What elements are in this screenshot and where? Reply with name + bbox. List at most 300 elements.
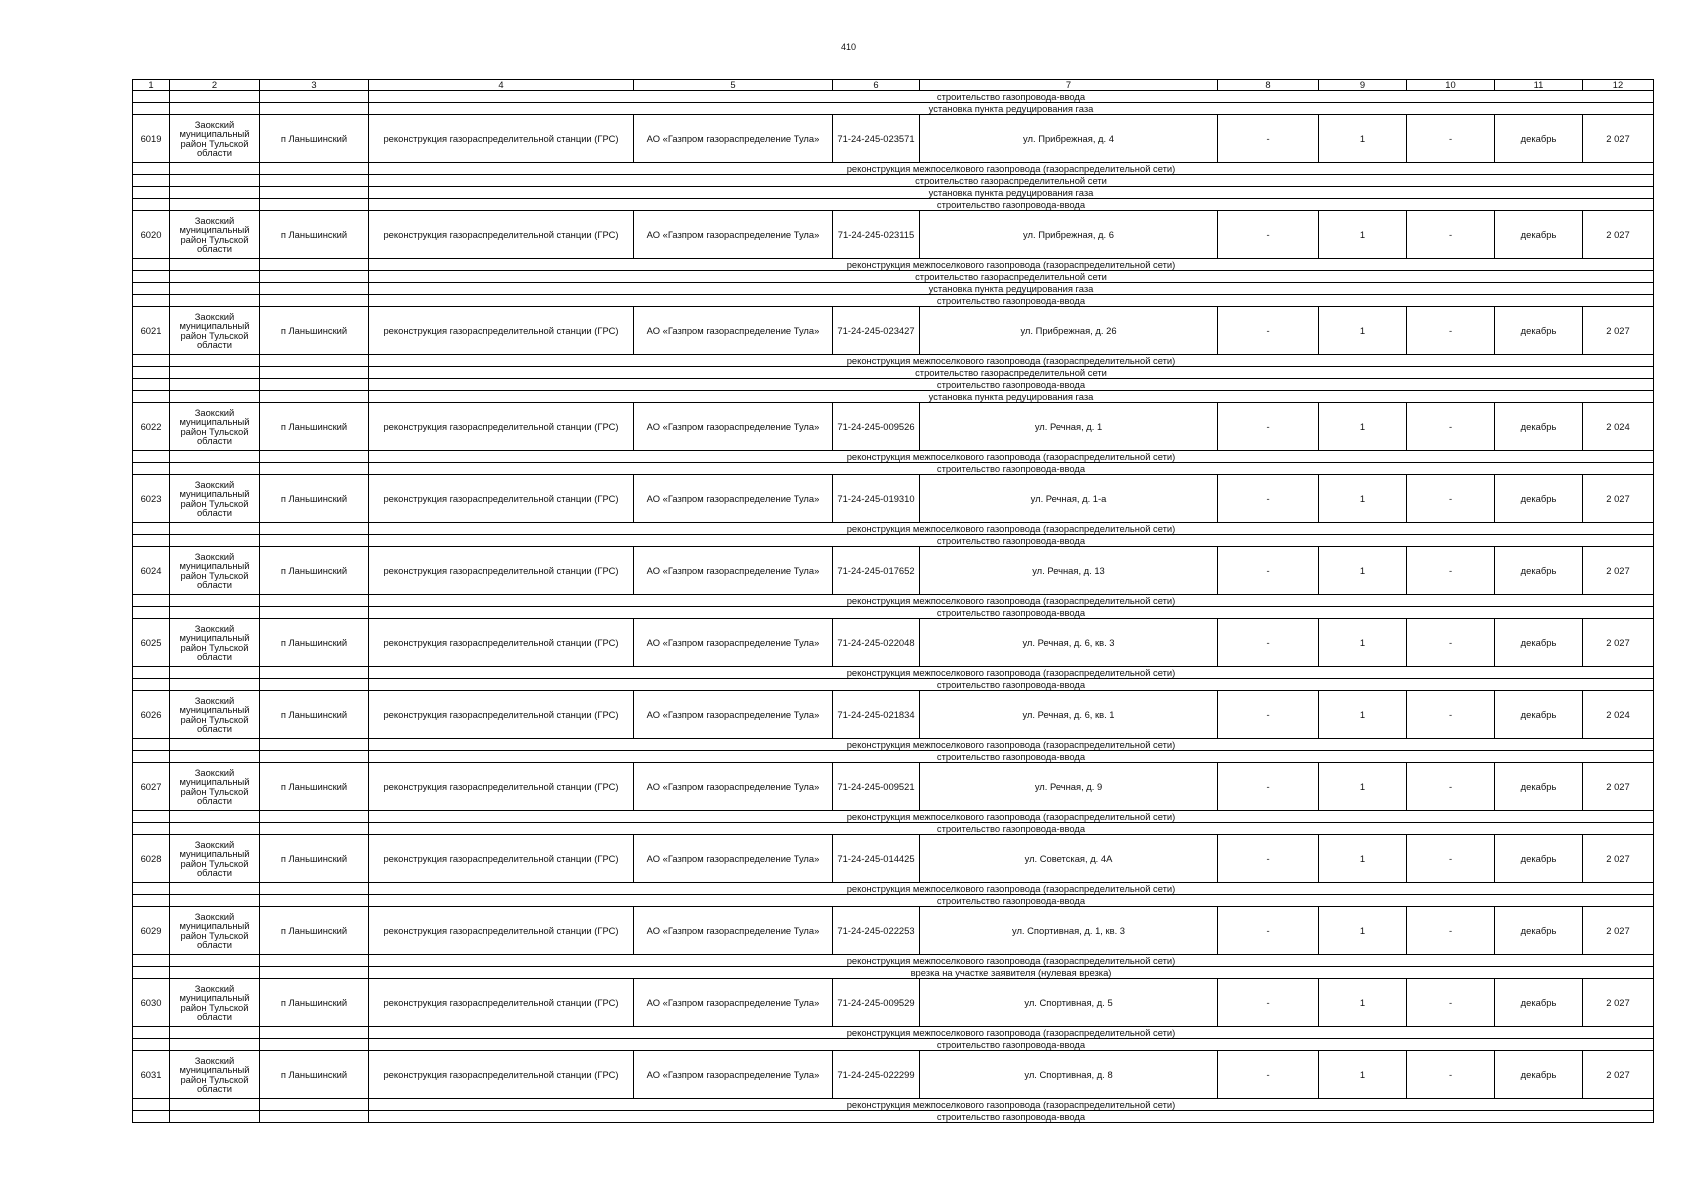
table-row [133,115,1654,163]
record-number: 6030 [133,979,170,1027]
col10-cell: - [1407,619,1495,667]
work-cell: реконструкция газораспределительной станции (ГРС) [369,763,634,811]
district-cell: Заокский муниципальный район Тульской области [170,403,260,451]
work-type-cell: строительство газопровода-ввода [369,379,1654,391]
address-cell: ул. Спортивная, д. 1, кв. 3 [920,907,1218,955]
organization-cell: АО «Газпром газораспределение Тула» [634,403,833,451]
empty-cell [260,523,369,535]
year-cell: 2 024 [1583,403,1654,451]
work-type-cell: строительство газопровода-ввода [369,895,1654,907]
empty-cell [133,271,170,283]
locality-cell: п Ланьшинский [260,475,369,523]
empty-cell [170,667,260,679]
work-type-cell: врезка на участке заявителя (нулевая врезка) [369,967,1654,979]
district-cell: Заокский муниципальный район Тульской области [170,547,260,595]
col9-cell: 1 [1319,115,1407,163]
column-header: 1 [133,80,170,91]
code-cell: 71-24-245-009526 [833,403,920,451]
sub-row [133,295,1654,307]
work-type-cell: реконструкция межпоселкового газопровода (газораспределительной сети) [369,259,1654,271]
empty-cell [170,199,260,211]
month-cell: декабрь [1495,835,1583,883]
column-header: 11 [1495,80,1583,91]
empty-cell [133,379,170,391]
work-type-cell: строительство газопровода-ввода [369,823,1654,835]
work-cell: реконструкция газораспределительной станции (ГРС) [369,907,634,955]
sub-row [133,463,1654,475]
empty-cell [260,91,369,103]
work-type-cell: реконструкция межпоселкового газопровода (газораспределительной сети) [369,451,1654,463]
empty-cell [260,175,369,187]
code-cell: 71-24-245-023571 [833,115,920,163]
col10-cell: - [1407,403,1495,451]
year-cell: 2 024 [1583,691,1654,739]
address-cell: ул. Прибрежная, д. 26 [920,307,1218,355]
address-cell: ул. Спортивная, д. 8 [920,1051,1218,1099]
work-type-cell: строительство газопровода-ввода [369,1039,1654,1051]
column-header: 2 [170,80,260,91]
code-cell: 71-24-245-022299 [833,1051,920,1099]
district-cell: Заокский муниципальный район Тульской области [170,1051,260,1099]
column-header: 6 [833,80,920,91]
column-header: 4 [369,80,634,91]
empty-cell [133,391,170,403]
empty-cell [133,367,170,379]
organization-cell: АО «Газпром газораспределение Тула» [634,547,833,595]
col9-cell: 1 [1319,763,1407,811]
work-cell: реконструкция газораспределительной станции (ГРС) [369,691,634,739]
sub-row [133,283,1654,295]
work-type-cell: установка пункта редуцирования газа [369,187,1654,199]
code-cell: 71-24-245-009529 [833,979,920,1027]
empty-cell [133,259,170,271]
empty-cell [260,163,369,175]
work-type-cell: реконструкция межпоселкового газопровода (газораспределительной сети) [369,811,1654,823]
empty-cell [170,379,260,391]
work-cell: реконструкция газораспределительной станции (ГРС) [369,619,634,667]
col10-cell: - [1407,907,1495,955]
year-cell: 2 027 [1583,907,1654,955]
code-cell: 71-24-245-023115 [833,211,920,259]
work-type-cell: установка пункта редуцирования газа [369,103,1654,115]
table-row [133,547,1654,595]
empty-cell [133,811,170,823]
sub-row [133,811,1654,823]
empty-cell [260,463,369,475]
empty-cell [170,739,260,751]
code-cell: 71-24-245-022048 [833,619,920,667]
work-cell: реконструкция газораспределительной станции (ГРС) [369,475,634,523]
empty-cell [170,391,260,403]
col8-cell: - [1218,619,1319,667]
code-cell: 71-24-245-017652 [833,547,920,595]
work-cell: реконструкция газораспределительной станции (ГРС) [369,307,634,355]
col9-cell: 1 [1319,1051,1407,1099]
empty-cell [170,535,260,547]
sub-row [133,175,1654,187]
year-cell: 2 027 [1583,979,1654,1027]
organization-cell: АО «Газпром газораспределение Тула» [634,211,833,259]
col8-cell: - [1218,835,1319,883]
table-row [133,307,1654,355]
empty-cell [133,607,170,619]
empty-cell [260,103,369,115]
empty-cell [170,1099,260,1111]
record-number: 6027 [133,763,170,811]
empty-cell [260,883,369,895]
work-type-cell: реконструкция межпоселкового газопровода (газораспределительной сети) [369,955,1654,967]
col9-cell: 1 [1319,547,1407,595]
empty-cell [170,355,260,367]
col9-cell: 1 [1319,211,1407,259]
sub-row [133,1111,1654,1123]
empty-cell [260,1111,369,1123]
empty-cell [170,967,260,979]
header-row [133,80,1654,91]
code-cell: 71-24-245-009521 [833,763,920,811]
col9-cell: 1 [1319,475,1407,523]
empty-cell [133,91,170,103]
work-type-cell: строительство газопровода-ввода [369,751,1654,763]
district-cell: Заокский муниципальный район Тульской области [170,619,260,667]
month-cell: декабрь [1495,979,1583,1027]
table-row [133,1051,1654,1099]
empty-cell [170,1027,260,1039]
organization-cell: АО «Газпром газораспределение Тула» [634,307,833,355]
work-type-cell: строительство газопровода-ввода [369,1111,1654,1123]
address-cell: ул. Речная, д. 9 [920,763,1218,811]
address-cell: ул. Речная, д. 6, кв. 3 [920,619,1218,667]
record-number: 6021 [133,307,170,355]
empty-cell [170,751,260,763]
gasification-table [132,79,1654,1123]
sub-row [133,1099,1654,1111]
year-cell: 2 027 [1583,115,1654,163]
col10-cell: - [1407,115,1495,163]
empty-cell [170,187,260,199]
district-cell: Заокский муниципальный район Тульской области [170,691,260,739]
record-number: 6028 [133,835,170,883]
sub-row [133,607,1654,619]
work-cell: реконструкция газораспределительной станции (ГРС) [369,979,634,1027]
record-number: 6024 [133,547,170,595]
work-type-cell: установка пункта редуцирования газа [369,391,1654,403]
col8-cell: - [1218,403,1319,451]
empty-cell [260,895,369,907]
col8-cell: - [1218,907,1319,955]
address-cell: ул. Речная, д. 13 [920,547,1218,595]
empty-cell [133,679,170,691]
year-cell: 2 027 [1583,619,1654,667]
year-cell: 2 027 [1583,763,1654,811]
address-cell: ул. Речная, д. 1-а [920,475,1218,523]
work-type-cell: реконструкция межпоселкового газопровода (газораспределительной сети) [369,1099,1654,1111]
locality-cell: п Ланьшинский [260,763,369,811]
work-type-cell: реконструкция межпоселкового газопровода (газораспределительной сети) [369,163,1654,175]
empty-cell [170,295,260,307]
work-type-cell: строительство газопровода-ввода [369,535,1654,547]
locality-cell: п Ланьшинский [260,619,369,667]
address-cell: ул. Прибрежная, д. 6 [920,211,1218,259]
table-row [133,619,1654,667]
sub-row [133,883,1654,895]
empty-cell [133,175,170,187]
empty-cell [133,955,170,967]
work-type-cell: реконструкция межпоселкового газопровода (газораспределительной сети) [369,1027,1654,1039]
work-type-cell: реконструкция межпоселкового газопровода (газораспределительной сети) [369,739,1654,751]
col8-cell: - [1218,115,1319,163]
district-cell: Заокский муниципальный район Тульской области [170,835,260,883]
locality-cell: п Ланьшинский [260,1051,369,1099]
record-number: 6022 [133,403,170,451]
locality-cell: п Ланьшинский [260,907,369,955]
empty-cell [260,283,369,295]
table-row [133,835,1654,883]
empty-cell [133,895,170,907]
column-header: 5 [634,80,833,91]
empty-cell [170,1039,260,1051]
empty-cell [170,103,260,115]
empty-cell [170,367,260,379]
record-number: 6025 [133,619,170,667]
empty-cell [170,811,260,823]
work-type-cell: строительство газораспределительной сети [369,367,1654,379]
year-cell: 2 027 [1583,547,1654,595]
col10-cell: - [1407,979,1495,1027]
organization-cell: АО «Газпром газораспределение Тула» [634,835,833,883]
locality-cell: п Ланьшинский [260,211,369,259]
locality-cell: п Ланьшинский [260,835,369,883]
empty-cell [170,451,260,463]
empty-cell [170,823,260,835]
col8-cell: - [1218,763,1319,811]
organization-cell: АО «Газпром газораспределение Тула» [634,619,833,667]
locality-cell: п Ланьшинский [260,547,369,595]
organization-cell: АО «Газпром газораспределение Тула» [634,691,833,739]
col8-cell: - [1218,475,1319,523]
empty-cell [170,283,260,295]
empty-cell [170,883,260,895]
address-cell: ул. Советская, д. 4А [920,835,1218,883]
locality-cell: п Ланьшинский [260,979,369,1027]
empty-cell [170,463,260,475]
empty-cell [133,751,170,763]
record-number: 6026 [133,691,170,739]
col8-cell: - [1218,1051,1319,1099]
sub-row [133,379,1654,391]
empty-cell [170,679,260,691]
work-type-cell: реконструкция межпоселкового газопровода (газораспределительной сети) [369,667,1654,679]
work-type-cell: реконструкция межпоселкового газопровода (газораспределительной сети) [369,595,1654,607]
district-cell: Заокский муниципальный район Тульской области [170,211,260,259]
sub-row [133,751,1654,763]
col10-cell: - [1407,211,1495,259]
month-cell: декабрь [1495,547,1583,595]
table-body [133,80,1654,1123]
empty-cell [170,955,260,967]
record-number: 6031 [133,1051,170,1099]
col10-cell: - [1407,691,1495,739]
col9-cell: 1 [1319,619,1407,667]
code-cell: 71-24-245-014425 [833,835,920,883]
district-cell: Заокский муниципальный район Тульской области [170,115,260,163]
empty-cell [260,1099,369,1111]
empty-cell [133,283,170,295]
empty-cell [260,955,369,967]
sub-row [133,367,1654,379]
column-header: 9 [1319,80,1407,91]
month-cell: декабрь [1495,691,1583,739]
col8-cell: - [1218,211,1319,259]
empty-cell [133,739,170,751]
locality-cell: п Ланьшинский [260,307,369,355]
month-cell: декабрь [1495,307,1583,355]
organization-cell: АО «Газпром газораспределение Тула» [634,907,833,955]
empty-cell [170,271,260,283]
col9-cell: 1 [1319,979,1407,1027]
organization-cell: АО «Газпром газораспределение Тула» [634,979,833,1027]
empty-cell [260,535,369,547]
col10-cell: - [1407,475,1495,523]
sub-row [133,955,1654,967]
month-cell: декабрь [1495,907,1583,955]
column-header: 8 [1218,80,1319,91]
sub-row [133,535,1654,547]
code-cell: 71-24-245-021834 [833,691,920,739]
work-type-cell: строительство газопровода-ввода [369,199,1654,211]
year-cell: 2 027 [1583,307,1654,355]
code-cell: 71-24-245-023427 [833,307,920,355]
col8-cell: - [1218,547,1319,595]
month-cell: декабрь [1495,403,1583,451]
empty-cell [260,295,369,307]
table-row [133,691,1654,739]
page-number: 410 [840,42,857,52]
column-header: 12 [1583,80,1654,91]
work-cell: реконструкция газораспределительной станции (ГРС) [369,211,634,259]
empty-cell [260,271,369,283]
work-type-cell: реконструкция межпоселкового газопровода (газораспределительной сети) [369,523,1654,535]
empty-cell [260,739,369,751]
empty-cell [170,607,260,619]
work-type-cell: установка пункта редуцирования газа [369,283,1654,295]
address-cell: ул. Речная, д. 1 [920,403,1218,451]
empty-cell [133,187,170,199]
empty-cell [260,379,369,391]
empty-cell [133,823,170,835]
col9-cell: 1 [1319,307,1407,355]
month-cell: декабрь [1495,115,1583,163]
empty-cell [133,1099,170,1111]
record-number: 6029 [133,907,170,955]
month-cell: декабрь [1495,475,1583,523]
sub-row [133,187,1654,199]
record-number: 6020 [133,211,170,259]
work-type-cell: строительство газопровода-ввода [369,295,1654,307]
district-cell: Заокский муниципальный район Тульской области [170,475,260,523]
address-cell: ул. Спортивная, д. 5 [920,979,1218,1027]
empty-cell [260,679,369,691]
empty-cell [260,187,369,199]
sub-row [133,679,1654,691]
locality-cell: п Ланьшинский [260,115,369,163]
table-row [133,907,1654,955]
column-header: 3 [260,80,369,91]
work-type-cell: реконструкция межпоселкового газопровода (газораспределительной сети) [369,883,1654,895]
sub-row [133,523,1654,535]
empty-cell [170,259,260,271]
work-type-cell: строительство газопровода-ввода [369,91,1654,103]
empty-cell [133,199,170,211]
empty-cell [133,163,170,175]
empty-cell [170,595,260,607]
organization-cell: АО «Газпром газораспределение Тула» [634,763,833,811]
month-cell: декабрь [1495,211,1583,259]
column-header: 7 [920,80,1218,91]
col9-cell: 1 [1319,907,1407,955]
sub-row [133,163,1654,175]
col9-cell: 1 [1319,835,1407,883]
month-cell: декабрь [1495,1051,1583,1099]
empty-cell [260,1027,369,1039]
sub-row [133,1027,1654,1039]
address-cell: ул. Прибрежная, д. 4 [920,115,1218,163]
empty-cell [260,451,369,463]
col8-cell: - [1218,979,1319,1027]
empty-cell [133,355,170,367]
work-type-cell: строительство газопровода-ввода [369,607,1654,619]
sub-row [133,91,1654,103]
work-cell: реконструкция газораспределительной станции (ГРС) [369,1051,634,1099]
sub-row [133,967,1654,979]
sub-row [133,595,1654,607]
empty-cell [133,1111,170,1123]
work-cell: реконструкция газораспределительной станции (ГРС) [369,115,634,163]
work-type-cell: строительство газораспределительной сети [369,175,1654,187]
empty-cell [170,895,260,907]
empty-cell [260,367,369,379]
empty-cell [133,523,170,535]
col10-cell: - [1407,307,1495,355]
col9-cell: 1 [1319,691,1407,739]
code-cell: 71-24-245-022253 [833,907,920,955]
record-number: 6019 [133,115,170,163]
organization-cell: АО «Газпром газораспределение Тула» [634,1051,833,1099]
district-cell: Заокский муниципальный район Тульской области [170,979,260,1027]
empty-cell [133,667,170,679]
month-cell: декабрь [1495,763,1583,811]
col10-cell: - [1407,547,1495,595]
sub-row [133,355,1654,367]
table-row [133,475,1654,523]
empty-cell [260,199,369,211]
empty-cell [170,175,260,187]
work-cell: реконструкция газораспределительной станции (ГРС) [369,835,634,883]
empty-cell [170,1111,260,1123]
sub-row [133,451,1654,463]
column-header: 10 [1407,80,1495,91]
empty-cell [260,667,369,679]
sub-row [133,391,1654,403]
empty-cell [170,163,260,175]
sub-row [133,199,1654,211]
empty-cell [133,595,170,607]
empty-cell [260,751,369,763]
sub-row [133,271,1654,283]
col10-cell: - [1407,763,1495,811]
record-number: 6023 [133,475,170,523]
col10-cell: - [1407,835,1495,883]
